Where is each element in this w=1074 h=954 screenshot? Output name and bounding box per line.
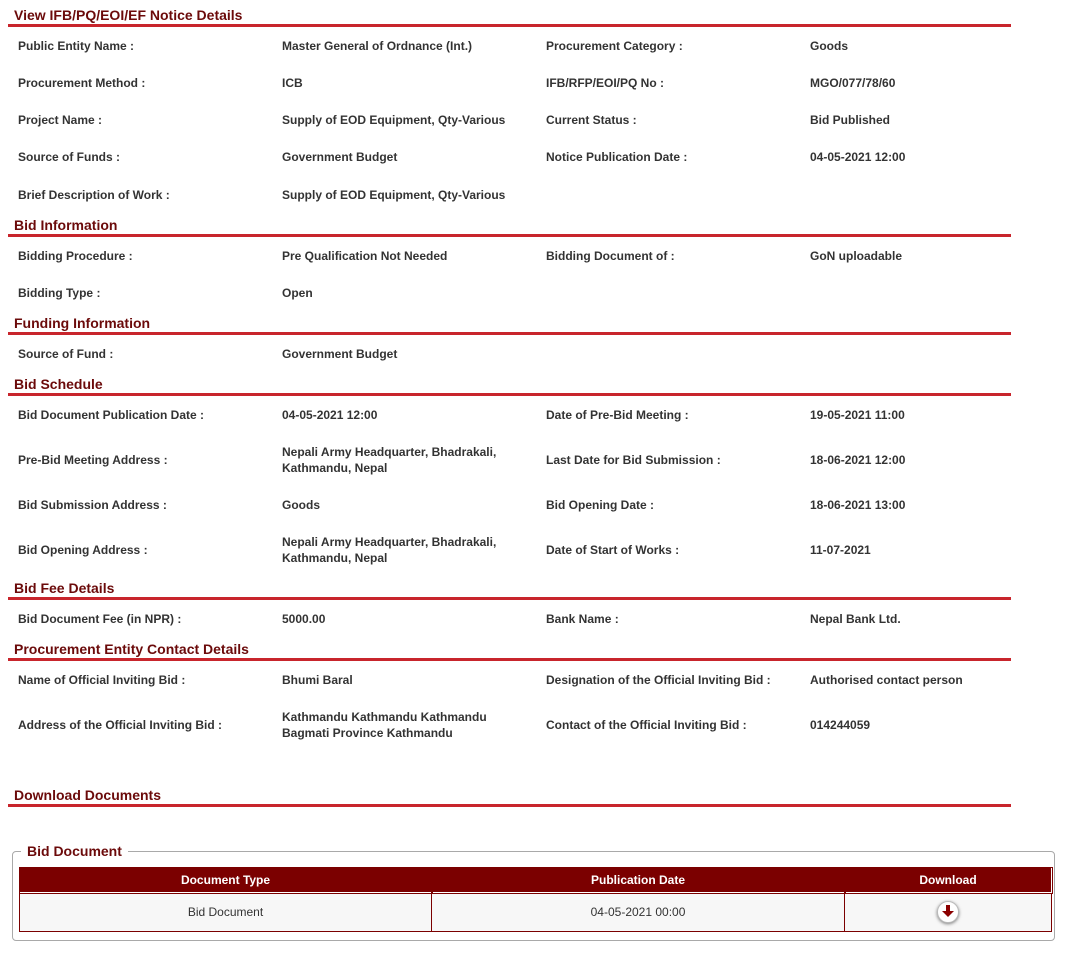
bid-submission-address-value: Goods <box>282 498 320 512</box>
project-name-label: Project Name : <box>18 113 103 127</box>
notice-publication-date-value: 04-05-2021 12:00 <box>810 150 906 164</box>
public-entity-value: Master General of Ordnance (Int.) <box>282 39 473 53</box>
column-header-download: Download <box>845 868 1052 893</box>
source-of-fund-value: Government Budget <box>282 347 398 361</box>
official-address-value: Kathmandu Kathmandu Kathmandu Bagmati Province Kathmandu <box>282 710 487 740</box>
ifb-number-label: IFB/RFP/EOI/PQ No : <box>546 76 665 90</box>
official-address-label: Address of the Official Inviting Bid : <box>18 718 223 732</box>
brief-description-value: Supply of EOD Equipment, Qty-Various <box>282 188 506 202</box>
pre-bid-meeting-address-label: Pre-Bid Meeting Address : <box>18 453 168 467</box>
column-header-publication-date: Publication Date <box>432 868 845 893</box>
last-date-submission-label: Last Date for Bid Submission : <box>546 453 721 467</box>
official-designation-value: Authorised contact person <box>810 673 963 687</box>
public-entity-label: Public Entity Name : <box>18 39 135 53</box>
section-title-download-documents: Download Documents <box>14 787 162 803</box>
start-of-works-date-label: Date of Start of Works : <box>546 543 680 557</box>
current-status-label: Current Status : <box>546 113 637 127</box>
source-of-funds-label: Source of Funds : <box>18 150 120 164</box>
procurement-category-value: Goods <box>810 39 848 53</box>
bid-opening-date-label: Bid Opening Date : <box>546 498 654 512</box>
official-contact-label: Contact of the Official Inviting Bid : <box>546 718 747 732</box>
section-divider <box>8 597 1011 600</box>
bid-document-fee-value: 5000.00 <box>282 612 326 626</box>
procurement-method-label: Procurement Method : <box>18 76 146 90</box>
section-title-funding-information: Funding Information <box>14 315 151 331</box>
bid-submission-address-label: Bid Submission Address : <box>18 498 167 512</box>
start-of-works-date-value: 11-07-2021 <box>810 543 871 557</box>
section-divider <box>8 804 1011 807</box>
procurement-category-label: Procurement Category : <box>546 39 683 53</box>
bank-name-value: Nepal Bank Ltd. <box>810 612 901 626</box>
project-name-value: Supply of EOD Equipment, Qty-Various <box>282 113 506 127</box>
section-title-bid-information: Bid Information <box>14 217 118 233</box>
source-of-fund-label: Source of Fund : <box>18 347 114 361</box>
bidding-document-of-label: Bidding Document of : <box>546 249 675 263</box>
official-name-value: Bhumi Baral <box>282 673 353 687</box>
bid-document-legend: Bid Document <box>27 843 122 859</box>
section-divider <box>8 234 1011 237</box>
bid-opening-address-label: Bid Opening Address : <box>18 543 148 557</box>
last-date-submission-value: 18-06-2021 12:00 <box>810 453 906 467</box>
bid-opening-address-value: Nepali Army Headquarter, Bhadrakali, Kathmandu, Nepal <box>282 535 497 565</box>
bid-document-publication-date-value: 04-05-2021 12:00 <box>282 408 378 422</box>
bidding-type-label: Bidding Type : <box>18 286 101 300</box>
bid-document-fee-label: Bid Document Fee (in NPR) : <box>18 612 182 626</box>
download-arrow-icon <box>942 905 954 918</box>
table-row <box>20 893 1052 932</box>
notice-publication-date-label: Notice Publication Date : <box>546 150 688 164</box>
download-cell <box>845 893 1052 932</box>
procurement-method-value: ICB <box>282 76 303 90</box>
section-divider <box>8 393 1011 396</box>
bidding-document-of-value: GoN uploadable <box>810 249 903 263</box>
column-header-document-type: Document Type <box>20 868 432 893</box>
bidding-procedure-label: Bidding Procedure : <box>18 249 133 263</box>
bank-name-label: Bank Name : <box>546 612 619 626</box>
ifb-number-value: MGO/077/78/60 <box>810 76 896 90</box>
bidding-type-value: Open <box>282 286 313 300</box>
official-designation-label: Designation of the Official Inviting Bid : <box>546 673 771 687</box>
section-divider <box>8 24 1011 27</box>
source-of-funds-value: Government Budget <box>282 150 398 164</box>
bid-opening-date-value: 18-06-2021 13:00 <box>810 498 906 512</box>
pre-bid-meeting-address-value: Nepali Army Headquarter, Bhadrakali, Kathmandu, Nepal <box>282 445 497 475</box>
brief-description-label: Brief Description of Work : <box>18 188 170 202</box>
section-divider <box>8 658 1011 661</box>
section-title-notice: View IFB/PQ/EOI/EF Notice Details <box>14 7 243 23</box>
section-title-bid-fee-details: Bid Fee Details <box>14 580 115 596</box>
download-button[interactable] <box>937 901 959 923</box>
official-contact-value: 014244059 <box>810 718 871 732</box>
bidding-procedure-value: Pre Qualification Not Needed <box>282 249 448 263</box>
table-header-row <box>20 868 1052 893</box>
current-status-value: Bid Published <box>810 113 891 127</box>
section-title-bid-schedule: Bid Schedule <box>14 376 103 392</box>
publication-date-cell: 04-05-2021 00:00 <box>432 893 845 932</box>
section-title-contact-details: Procurement Entity Contact Details <box>14 641 249 657</box>
official-name-label: Name of Official Inviting Bid : <box>18 673 186 687</box>
pre-bid-meeting-date-value: 19-05-2021 11:00 <box>810 408 905 422</box>
bid-document-table <box>19 867 1052 932</box>
document-type-cell: Bid Document <box>20 893 432 932</box>
section-divider <box>8 332 1011 335</box>
pre-bid-meeting-date-label: Date of Pre-Bid Meeting : <box>546 408 689 422</box>
bid-document-publication-date-label: Bid Document Publication Date : <box>18 408 205 422</box>
